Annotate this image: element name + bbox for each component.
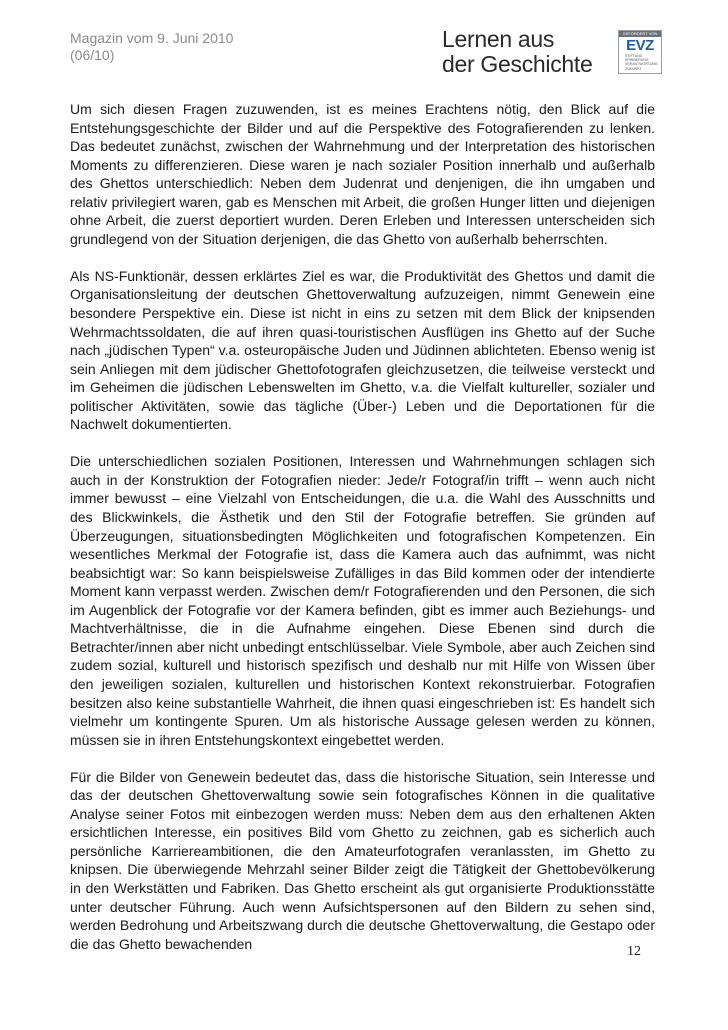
paragraph-4: Für die Bilder von Genewein bedeutet das, dass die historische Situation, sein Interesse und das der deutschen Ghettoverwaltung sowie sein fotografisches Können in die qualitative Analyse seiner Fotos mit einbezogen werden muss: Neben dem aus den erhaltenen Akten ersichtlichen Interesse, ein positives Bild vom Ghetto zu zeichnen, gab es sicherlich auch persönliche Karriereambitionen, die den Amateurfotografen veranlassten, im Ghetto zu knipsen. Die überwiegende Mehrzahl seiner Bilder zeigt die Tätigkeit der Ghettobevölkerung in den Werkstätten und Fabriken. Das Ghetto erscheint als gut organisierte Produktionsstätte unter deutscher Führung. Auch wenn Aufsichtspersonen auf den Bildern zu sehen sind, werden Bedrohung und Arbeitszwang durch die deutsche Ghettoverwaltung, die Gestapo oder die das Ghetto bewachenden xyxy=(70,768,655,952)
evz-logo xyxy=(618,30,662,74)
paragraph-3: Die unterschiedlichen sozialen Positionen, Interessen und Wahrnehmungen schlagen sich auch in der Konstruktion der Fotografien nieder: Jede/r Fotograf/in trifft – wenn auch nicht immer bewusst – eine Vielzahl von Entscheidungen, die u.a. die Wahl des Ausschnitts und des Blickwinkels, die Ästhetik und den Stil der Fotografie betreffen. Sie gründen auf Überzeugungen, situationsbedingten Möglichkeiten und fotografischen Kompetenzen. Ein wesentliches Merkmal der Fotografie ist, dass die Kamera auch das aufnimmt, was nicht beabsichtigt war: So kann beispielsweise Zufälliges in das Bild kommen oder der intendierte Moment kann verpasst werden. Zwischen dem/r Fotografierenden und den Personen, die sich im Augenblick der Fotografie vor der Kamera befinden, gibt es immer auch Beziehungs- und Machtverhältnisse, die in die Aufnahme eingehen. Diese Ebenen sind durch die Betrachter/innen aber nicht unbedingt entschlüsselbar. Viele Symbole, aber auch Zeichen sind zudem sozial, kulturell und historisch spezifisch und deshalb nur mit Hilfe von Wissen über den jeweiligen sozialen, kulturellen und historischen Kontext rekonstruierbar. Fotografien besitzen also keine substantielle Wahrheit, die ihnen quasi eingeschrieben ist: Es handelt sich vielmehr um kontingente Spuren. Um als historische Aussage gelesen werden zu können, müssen sie in ihren Entstehungskontext eingebettet werden. xyxy=(70,453,655,748)
logo-line-1: Lernen aus xyxy=(442,26,555,52)
magazine-header xyxy=(70,30,233,64)
paragraph-2: Als NS-Funktionär, dessen erklärtes Ziel es war, die Produktivität des Ghettos und damit die Organisationsleitung der deutschen Ghettoverwaltung aufzuzeigen, nimmt Genewein eine besondere Perspektive ein. Diese ist nicht in eins zu setzen mit dem Blick der knipsenden Wehrmachtssoldaten, die auf ihren quasi-touristischen Ausflügen ins Ghetto auf der Suche nach „jüdischen Typen“ v.a. osteuropäische Juden und Jüdinnen ablichteten. Ebenso wenig ist sein Anliegen mit dem jüdischer Ghettofotografen gleichzusetzen, die teilweise versteckt und im Geheimen die jüdischen Lebenswelten im Ghetto, v.a. die Vielfalt kultureller, sozialer und politischer Aktivitäten, sowie das tägliche (Über-) Leben und die Deportationen für die Nachwelt dokumentierten. xyxy=(70,267,655,433)
magazine-date: Magazin vom 9. Juni 2010 xyxy=(70,30,234,46)
evz-logo-subtext: STIFTUNG ERINNERUNG VERANTWORTUNG ZUKUNFT xyxy=(625,54,658,71)
article-body xyxy=(70,100,655,972)
logo-line-2: der Geschichte xyxy=(442,51,593,77)
paragraph-1: Um sich diesen Fragen zuzuwenden, ist es meines Erachtens nötig, den Blick auf die Entstehungsgeschichte der Bilder und auf die Perspektive des Fotografierenden zu lenken. Das bedeutet zunächst, zwischen der Wahrnehmung und der Interpretation des historischen Moments zu differenzieren. Diese waren je nach sozialer Position innerhalb und außerhalb des Ghettos unterschiedlich: Neben dem Judenrat und denjenigen, die ihn umgaben und relativ privilegiert waren, gab es Menschen mit Arbeit, die großen Hunger litten und diejenigen ohne Arbeit, die zuerst deportiert wurden. Deren Erleben und Interessen unterscheiden sich grundlegend von der Situation derjenigen, die das Ghetto von außerhalb beherrschten. xyxy=(70,101,655,247)
evz-logo-top-text: GEFÖRDERT VON xyxy=(619,31,661,37)
evz-logo-mark: EVZ xyxy=(626,37,654,54)
lernen-aus-der-geschichte-logo xyxy=(442,27,593,77)
page-number: 12 xyxy=(627,944,641,959)
magazine-issue: (06/10) xyxy=(70,47,115,63)
